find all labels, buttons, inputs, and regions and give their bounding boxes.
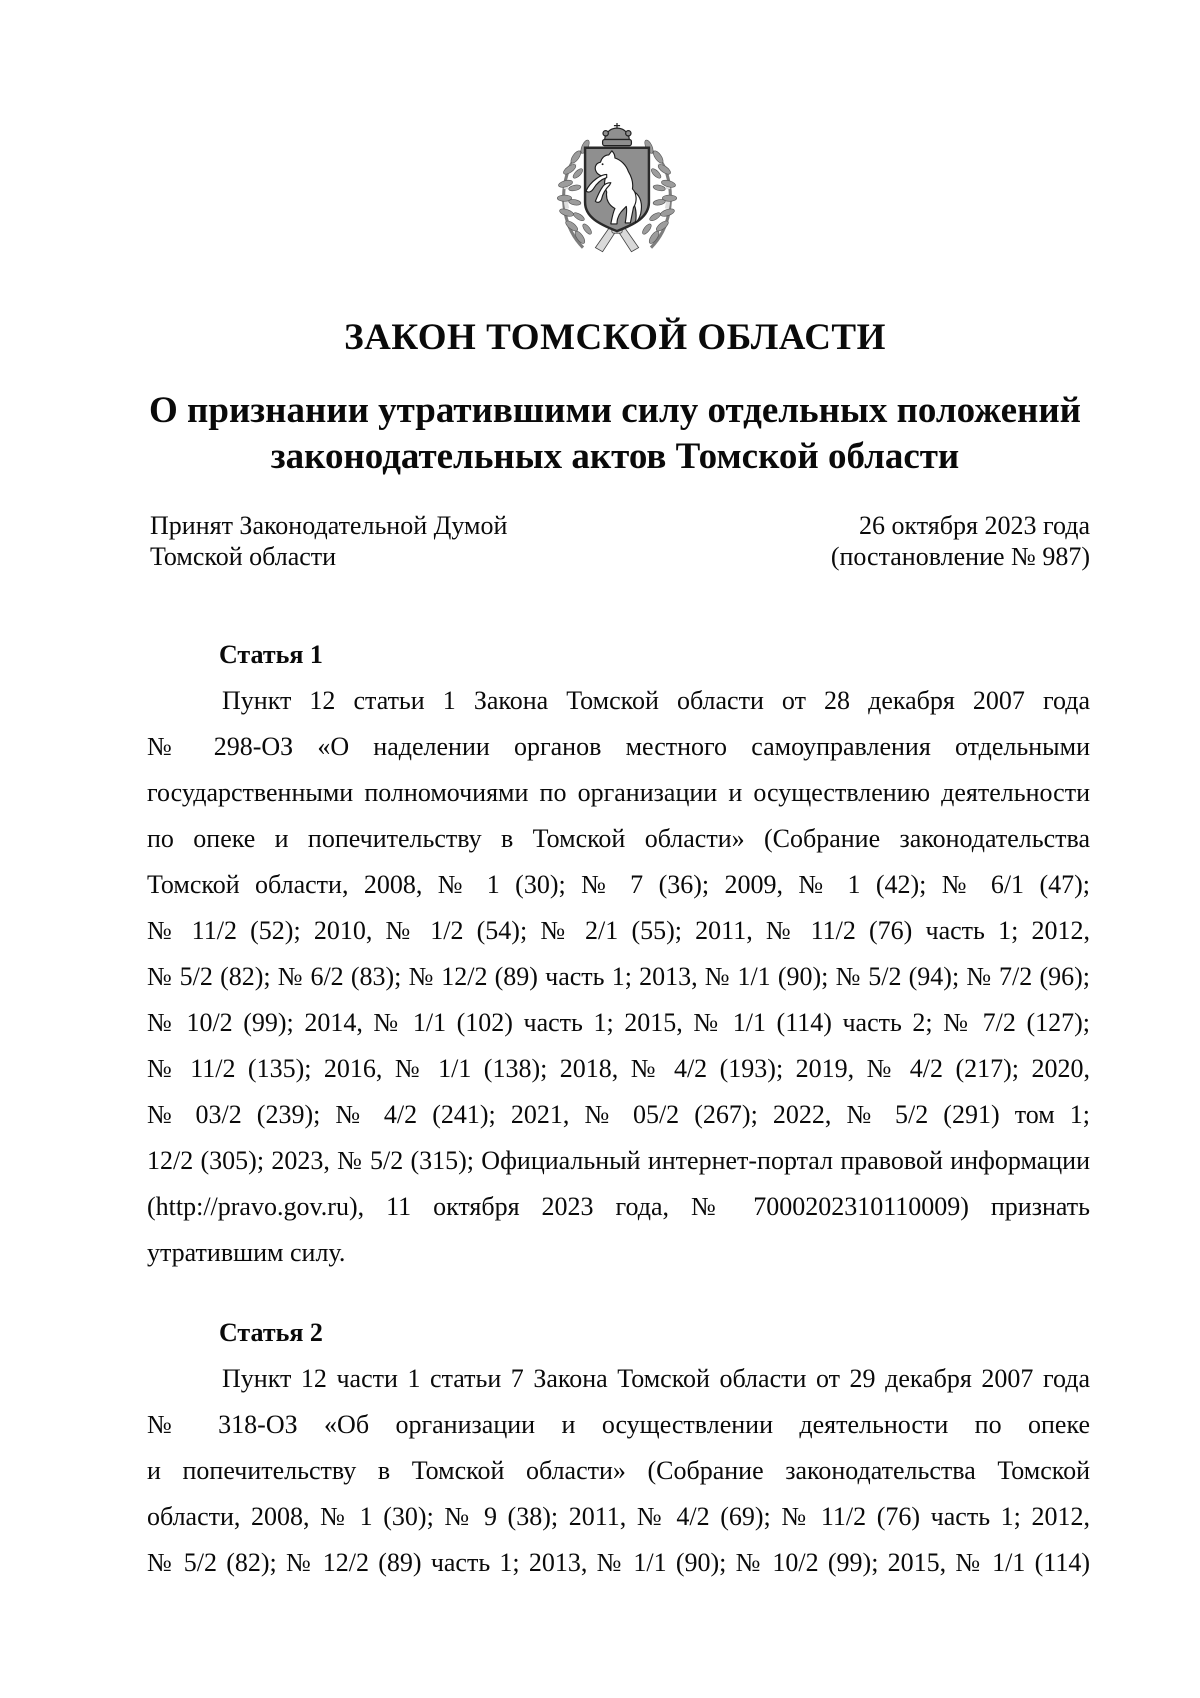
article-1-line: утратившим силу. (147, 1238, 346, 1267)
article-1-line: государственными полномочиями по организации и осуществлению деятельности (147, 778, 1090, 807)
article-1-line: № 11/2 (52); 2010, № 1/2 (54); № 2/1 (55); 2011, № 11/2 (76) часть 1; 2012, (147, 916, 1090, 945)
article-1-line: (http://pravo.gov.ru), 11 октября 2023 года, № 7000202310110009) признать (147, 1192, 1090, 1221)
article-1-body (147, 678, 1090, 1276)
adopted-by-line-2: Томской области (150, 542, 337, 571)
law-subject (55, 388, 1175, 480)
law-subject-line-1: О признании утратившими силу отдельных положений (149, 390, 1081, 431)
tomsk-oblast-coat-of-arms-icon (548, 118, 686, 266)
adoption-resolution-number: (постановление № 987) (830, 542, 1090, 571)
crown-icon (603, 123, 632, 146)
article-2-line: и попечительству в Томской области» (Собрание законодательства Томской (147, 1456, 1090, 1485)
law-subject-line-2: законодательных актов Томской области (270, 436, 960, 477)
article-1-line: Пункт 12 статьи 1 Закона Томской области от 28 декабря 2007 года (222, 686, 1090, 715)
article-1-line: 12/2 (305); 2023, № 5/2 (315); Официальный интернет-портал правовой информации (147, 1146, 1090, 1175)
article-2-line: № 318-ОЗ «Об организации и осуществлении деятельности по опеке (147, 1410, 1090, 1439)
article-1-line: Томской области, 2008, № 1 (30); № 7 (36); 2009, № 1 (42); № 6/1 (47); (147, 870, 1090, 899)
adoption-block (150, 510, 1090, 572)
adopted-by (150, 510, 507, 572)
article-1-line: № 03/2 (239); № 4/2 (241); 2021, № 05/2 (267); 2022, № 5/2 (291) том 1; (147, 1100, 1090, 1129)
law-title: ЗАКОН ТОМСКОЙ ОБЛАСТИ (344, 317, 886, 358)
adoption-date-line: 26 октября 2023 года (859, 511, 1090, 540)
article-2-line: Пункт 12 части 1 статьи 7 Закона Томской области от 29 декабря 2007 года (222, 1364, 1090, 1393)
article-1-line: № 11/2 (135); 2016, № 1/1 (138); 2018, № 4/2 (193); 2019, № 4/2 (217); 2020, (147, 1054, 1090, 1083)
article-2-line: области, 2008, № 1 (30); № 9 (38); 2011, № 4/2 (69); № 11/2 (76) часть 1; 2012, (147, 1502, 1090, 1531)
article-1-line: по опеке и попечительству в Томской области» (Собрание законодательства (147, 824, 1090, 853)
article-1-line: № 298-ОЗ «О наделении органов местного самоуправления отдельными (147, 732, 1090, 761)
article-2-line: № 5/2 (82); № 12/2 (89) часть 1; 2013, № 1/1 (90); № 10/2 (99); 2015, № 1/1 (114) (147, 1548, 1090, 1577)
adoption-date (831, 510, 1090, 572)
article-2-body (147, 1356, 1090, 1586)
article-1-heading: Статья 1 (219, 640, 323, 669)
article-1-line: № 10/2 (99); 2014, № 1/1 (102) часть 1; 2015, № 1/1 (114) часть 2; № 7/2 (127); (147, 1008, 1090, 1037)
article-1-line: № 5/2 (82); № 6/2 (83); № 12/2 (89) часть 1; 2013, № 1/1 (90); № 5/2 (94); № 7/2 (96); (147, 962, 1090, 991)
adopted-by-line-1: Принят Законодательной Думой (150, 511, 508, 540)
article-2-heading: Статья 2 (219, 1318, 323, 1347)
